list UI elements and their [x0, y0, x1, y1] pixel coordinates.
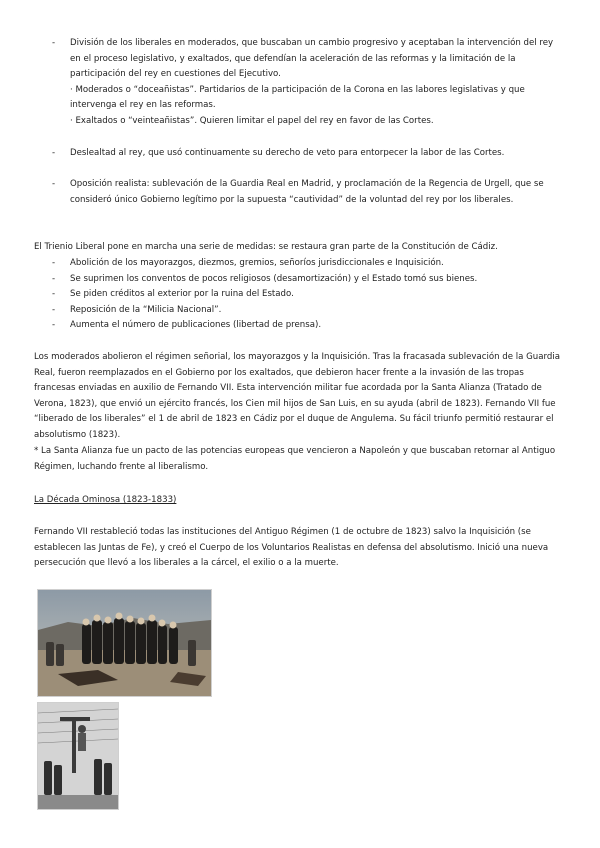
- list-item-text: División de los liberales en moderados, que buscaban un cambio progresivo y aceptaban la intervención del rey en el proceso legislativo, y exaltados, que defendían la aceleración de las reformas y la limitación de la participación del rey en cuestiones del Ejecutivo.: [70, 38, 554, 80]
- list-item: [34, 146, 566, 162]
- liberal-division-list: [34, 36, 566, 208]
- list-item-text: Abolición de los mayorazgos, diezmos, gremios, señoríos jurisdiccionales e Inquisición.: [70, 258, 444, 268]
- list-item: [34, 272, 566, 288]
- list-item: [34, 318, 566, 334]
- santa-alianza-note: * La Santa Alianza fue un pacto de las potencias europeas que vencieron a Napoleón y que buscaban retornar al Antiguo Régimen, luchando frente al liberalismo.: [34, 446, 556, 472]
- bullet-dash: -: [52, 304, 56, 315]
- list-item-text: Se piden créditos al exterior por la ruina del Estado.: [70, 289, 294, 300]
- list-item-text: Se suprimen los conventos de pocos religiosos (desamortización) y el Estado tomó sus bienes.: [70, 273, 478, 284]
- bullet-dash: -: [52, 273, 56, 284]
- bullet-dash: -: [52, 38, 56, 48]
- sub-item-exaltados: · Exaltados o “veinteañistas”. Quieren limitar el papel del rey en favor de las Cortes.: [70, 115, 434, 126]
- engraving-image: [37, 702, 119, 810]
- list-item: [34, 303, 566, 319]
- list-item: [34, 256, 566, 272]
- list-item-text: Deslealtad al rey, que usó continuamente su derecho de veto para entorpecer la labor de las Cortes.: [70, 147, 505, 158]
- decada-ominosa-paragraph: Fernando VII restableció todas las instituciones del Antiguo Régimen (1 de octubre de 1823) salvo la Inquisición (se establecen las Juntas de Fe), y creó el Cuerpo de los Voluntarios Realistas en defensa del absolutismo. Inició una nueva persecución que llevó a los liberales a la cárcel, el exilio o a la muerte.: [34, 527, 549, 569]
- trienio-measures-list: [34, 256, 566, 334]
- list-item-text: Oposición realista: sublevación de la Guardia Real en Madrid, y proclamación de la Regencia de Urgell, que se consideró único Gobierno legítimo por la supuesta “cautividad” de la voluntad del rey por los liberales.: [70, 179, 544, 205]
- list-item: [34, 287, 566, 303]
- sub-item-moderados: · Moderados o “doceañistas”. Partidarios de la participación de la Corona en las labores legislativas y que intervenga el rey en las reformas.: [70, 84, 525, 111]
- moderados-paragraph: Los moderados abolieron el régimen señorial, los mayorazgos y la Inquisición. Tras la fracasada sublevación de la Guardia Real, fueron reemplazados en el Gobierno por los exaltados, que debieron hacer frente a la invasión de las tropas francesas enviadas en auxilio de Fernando VII. Esta intervención militar fue acordada por la Santa Alianza (Tratado de Verona, 1823), que envió un ejército francés, los Cien mil hijos de San Luis, en su ayuda (abril de 1823). Fernando VII fue “liberado de los liberales” el 1 de abril de 1823 en Cádiz por el duque de Angulema. Su fácil triunfo permitió restaurar el absolutismo (1823).: [34, 352, 560, 440]
- list-item-text: Reposición de la “Milicia Nacional”.: [70, 304, 222, 315]
- bullet-dash: -: [52, 258, 56, 268]
- bullet-dash: -: [52, 289, 56, 300]
- section-heading-decada-ominosa: La Década Ominosa (1823-1833): [34, 495, 177, 505]
- list-item: [34, 36, 566, 130]
- bullet-dash: -: [52, 320, 56, 331]
- list-item-text: Aumenta el número de publicaciones (libertad de prensa).: [70, 320, 322, 331]
- bullet-dash: -: [52, 179, 56, 190]
- bullet-dash: -: [52, 147, 56, 158]
- list-item: [34, 177, 566, 208]
- execution-painting-image: [37, 589, 212, 697]
- trienio-intro-paragraph: El Trienio Liberal pone en marcha una serie de medidas: se restaura gran parte de la Constitución de Cádiz.: [34, 242, 498, 252]
